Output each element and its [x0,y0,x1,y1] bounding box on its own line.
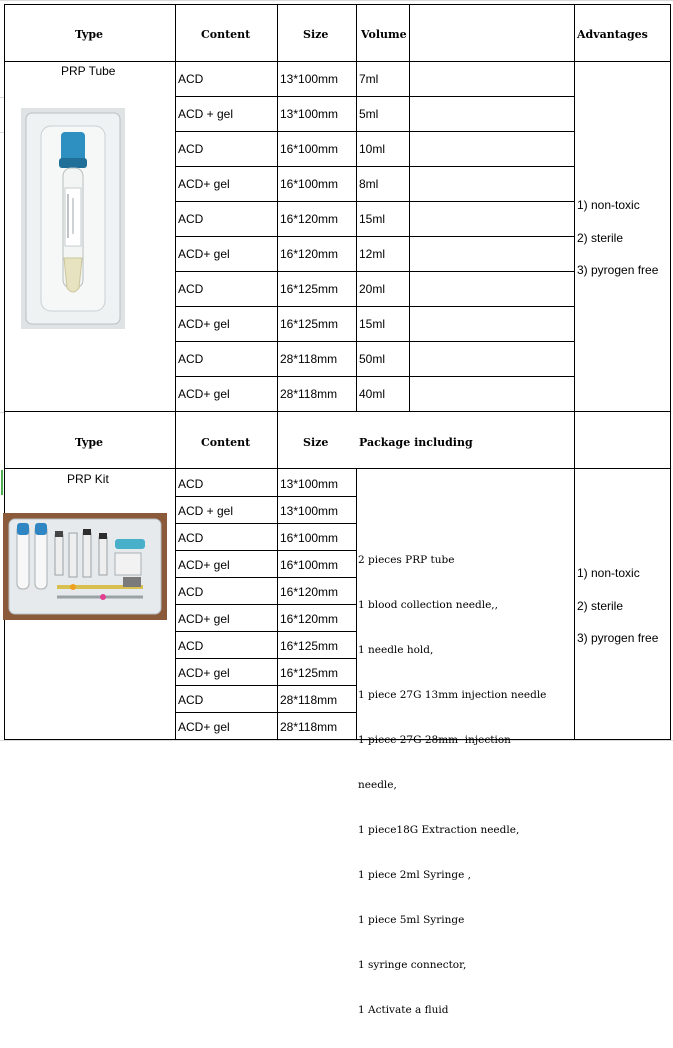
package-line: 1 piece18G Extraction needle, [358,824,520,836]
row-size: 28*118mm [280,352,338,366]
row-content: ACD [178,639,204,653]
row-content: ACD + gel [178,107,234,121]
row-size: 13*100mm [280,72,339,86]
row-content: ACD + gel [178,504,234,518]
row-content: ACD+ gel [178,247,230,261]
header-content: Content [201,28,251,41]
grid-line [4,468,671,469]
row-volume: 12ml [359,247,386,261]
advantage-item: 3) pyrogen free [577,263,659,277]
product-name-prp-kit: PRP Kit [67,472,109,486]
row-content: ACD [178,72,204,86]
grid-line [175,685,356,686]
package-line: 1 piece 5ml Syringe [358,914,465,926]
grid-line [4,4,671,5]
row-size: 16*120mm [280,212,339,226]
advantage-item: 1) non-toxic [577,198,640,212]
row-content: ACD [178,142,204,156]
grid-line [4,4,5,740]
row-content: ACD+ gel [178,720,230,734]
prp-kit-photo [3,513,167,620]
row-content: ACD+ gel [178,177,230,191]
row-content: ACD+ gel [178,666,230,680]
header-size: Size [303,28,329,41]
row-size: 28*118mm [280,720,338,734]
row-size: 16*120mm [280,247,339,261]
row-size: 16*100mm [280,142,339,156]
advantage-item: 3) pyrogen free [577,631,659,645]
row-content: ACD+ gel [178,317,230,331]
header-package-including: Package including [359,436,473,449]
grid-line [4,739,671,740]
package-line: 1 syringe connector, [358,959,467,971]
prp-tube-photo [21,108,125,329]
row-volume: 40ml [359,387,386,401]
grid-line [175,496,356,497]
package-contents [358,523,546,1048]
grid-line [175,236,575,237]
header-advantages: Advantages [577,28,648,41]
grid-line [175,341,575,342]
row-size: 16*120mm [280,612,339,626]
grid-line [175,523,356,524]
row-content: ACD [178,531,204,545]
row-size: 13*100mm [280,107,339,121]
grid-line [175,4,176,740]
advantage-item: 2) sterile [577,231,624,245]
grid-line [175,631,356,632]
grid-line [175,550,356,551]
row-content: ACD [178,693,204,707]
grid-line [574,4,575,740]
row-content: ACD+ gel [178,387,230,401]
package-line: 1 piece 27G 13mm injection needle [358,689,547,701]
row-content: ACD [178,212,204,226]
row-content: ACD+ gel [178,558,230,572]
row-volume: 15ml [359,317,386,331]
row-volume: 20ml [359,282,386,296]
row-size: 28*118mm [280,693,338,707]
grid-line [4,61,671,62]
row-volume: 15ml [359,212,386,226]
grid-line [175,131,575,132]
package-line: needle, [358,779,397,791]
row-size: 16*125mm [280,317,339,331]
grid-line [175,658,356,659]
grid-line [175,166,575,167]
selection-marker [1,470,3,495]
grid-line [175,271,575,272]
package-line: 1 blood collection needle,, [358,599,498,611]
row-content: ACD [178,352,204,366]
row-volume: 8ml [359,177,379,191]
header-volume: Volume [361,28,407,41]
grid-line [356,4,357,412]
row-content: ACD [178,585,204,599]
grid-line [175,376,575,377]
row-content: ACD [178,282,204,296]
header-content: Content [201,436,251,449]
row-size: 16*125mm [280,282,339,296]
row-volume: 50ml [359,352,386,366]
package-line: 2 pieces PRP tube [358,554,455,566]
grid-line [175,201,575,202]
row-size: 13*100mm [280,477,339,491]
grid-line [175,96,575,97]
row-size: 16*100mm [280,558,339,572]
grid-line [175,306,575,307]
package-line: 1 piece 27G 28mm injection [358,734,511,746]
grid-line [175,604,356,605]
row-volume: 5ml [359,107,379,121]
package-line: 1 piece 2ml Syringe , [358,869,471,881]
grid-line [670,4,671,740]
row-content: ACD+ gel [178,612,230,626]
grid-line [4,411,671,412]
advantage-item: 2) sterile [577,599,624,613]
row-size: 16*120mm [280,585,339,599]
row-volume: 10ml [359,142,386,156]
grid-line [277,4,278,740]
row-volume: 7ml [359,72,379,86]
row-size: 16*125mm [280,666,339,680]
row-content: ACD [178,477,204,491]
grid-line [409,4,410,412]
grid-line [175,712,356,713]
package-line: 1 Activate a fluid [358,1004,449,1016]
product-name-prp-tube: PRP Tube [61,64,116,78]
row-size: 16*100mm [280,531,339,545]
package-line: 1 needle hold, [358,644,434,656]
row-size: 16*100mm [280,177,339,191]
grid-line [356,468,357,740]
advantage-item: 1) non-toxic [577,566,640,580]
header-type: Type [75,436,104,449]
row-size: 16*125mm [280,639,339,653]
grid-line [175,577,356,578]
row-size: 28*118mm [280,387,338,401]
header-size: Size [303,436,329,449]
header-type: Type [75,28,104,41]
row-size: 13*100mm [280,504,339,518]
